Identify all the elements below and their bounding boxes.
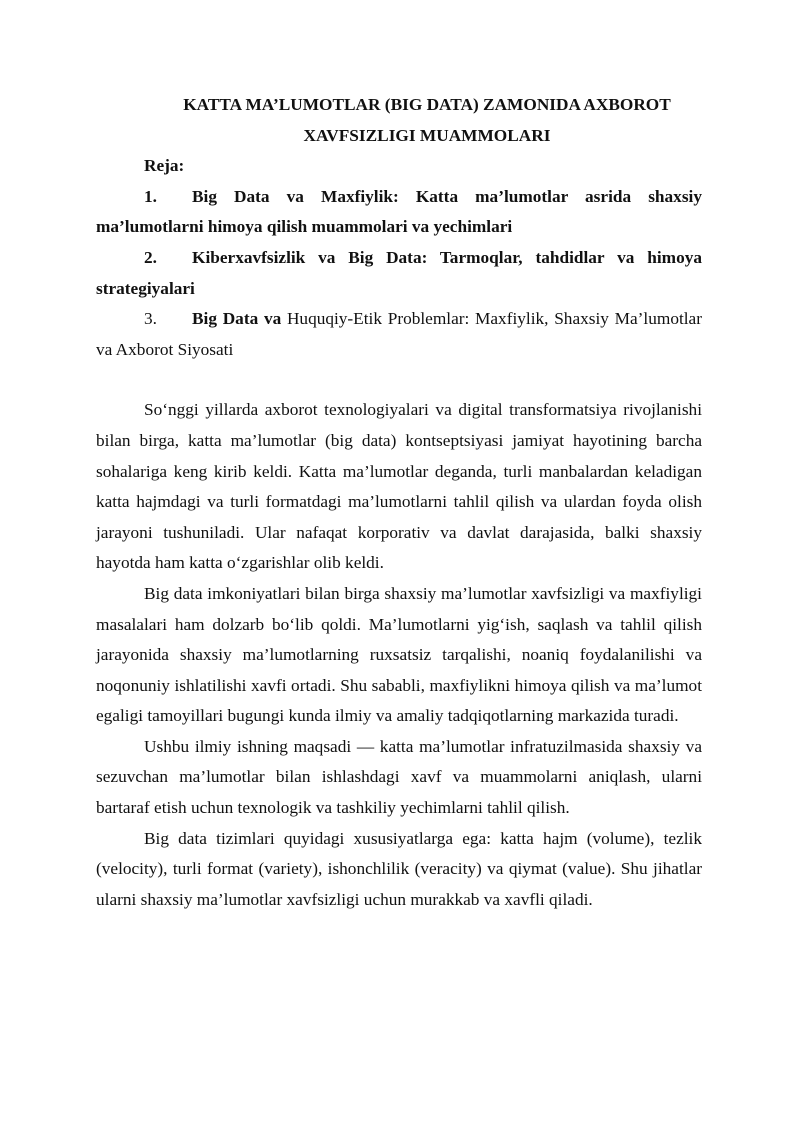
plan-item-number: 1. [144,186,157,206]
body-paragraph-4: Big data tizimlari quyidagi xususiyatlarga ega: katta hajm (volume), tezlik (velocity), turli format (variety), ishonchlilik (veracity) va qiymat (value). Shu jihatlar ularni shaxsiy ma’lumotlar xavfsizligi uchun murakkab va xavfli qiladi. [96,828,702,909]
plan-item-3 [96,304,702,365]
plan-item-text: Kiberxavfsizlik va Big Data: Tarmoqlar, tahdidlar va himoya strategiyalari [96,247,702,298]
plan-item-number: 3. [144,309,157,329]
plan-item-1 [96,182,702,243]
plan-item-text: Huquqiy-Etik Problemlar: Maxfiylik, Shaxsiy Ma’lumotlar va Axborot Siyosati [96,309,702,359]
body-paragraph-2: Big data imkoniyatlari bilan birga shaxsiy ma’lumotlar xavfsizligi va maxfiyligi masalalari ham dolzarb bo‘lib qoldi. Ma’lumotlarni yig‘ish, saqlash va tahlil qilish jarayonida shaxsiy ma’lumotlarning ruxsatsiz tarqalishi, noaniq foydalanilishi va noqonuniy ishlatilishi xavfi ortadi. Shu sababli, maxfiylikni himoya qilish va ma’lumot egaligi tamoyillari bugungi kunda ilmiy va amaliy tadqiqotlarning markazida turadi. [96,583,702,726]
body-paragraph-1: So‘nggi yillarda axborot texnologiyalari va digital transformatsiya rivojlanishi bilan birga, katta ma’lumotlar (big data) kontseptsiyasi jamiyat hayotining barcha sohalariga keng kirib keldi. Katta ma’lumotlar deganda, turli manbalardan keladigan katta hajmdagi va turli formatdagi ma’lumotlarni tahlil qilish va ulardan foyda olish jarayoni tushuniladi. Ular nafaqat korporativ va davlat darajasida, balki shaxsiy hayotda ham katta o‘zgarishlar olib keldi. [96,400,702,573]
plan-item-number: 2. [144,247,157,267]
plan-item-text: Big Data va Maxfiylik: Katta ma’lumotlar asrida shaxsiy ma’lumotlarni himoya qilish muammolari va yechimlari [96,186,702,237]
section-spacer [96,365,702,395]
plan-item-2 [96,243,702,304]
title-line-2: XAVFSIZLIGI MUAMMOLARI [303,125,551,145]
title-line-1: KATTA MA’LUMOTLAR (BIG DATA) ZAMONIDA AXBOROT [183,95,671,114]
document-title [96,90,702,151]
plan-item-bold-part: Big Data va [192,309,282,329]
body-paragraph-3: Ushbu ilmiy ishning maqsadi — katta ma’lumotlar infratuzilmasida shaxsiy va sezuvchan ma’lumotlar bilan ishlashdagi xavf va muammolarni aniqlash, ularni bartaraf etish uchun texnologik va tashkiliy yechimlarni tahlil qilish. [96,736,702,818]
plan-heading: Reja: [144,156,185,176]
